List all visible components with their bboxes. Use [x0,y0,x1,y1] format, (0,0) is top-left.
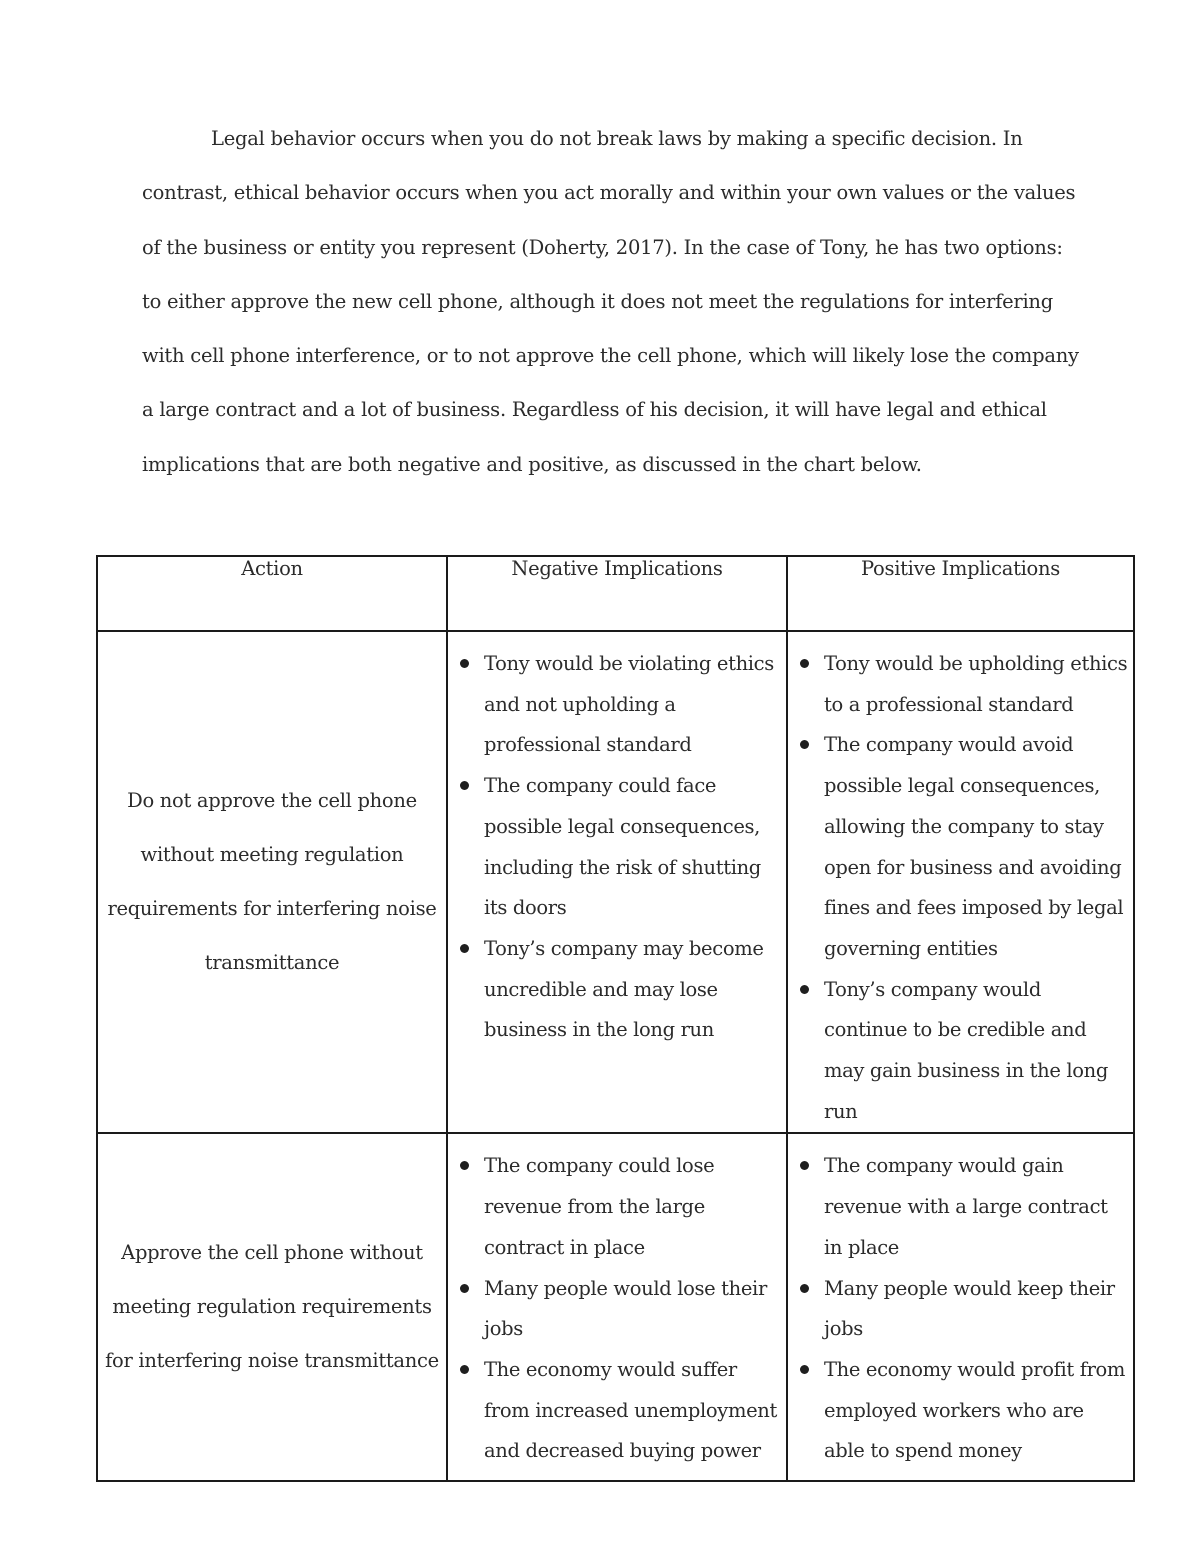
bullet-icon [800,1365,809,1374]
list-item-text: The company would gain revenue with a large contract in place [824,1154,1108,1259]
positive-implications-list [788,1134,1133,1472]
action-line: meeting regulation requirements [112,1295,432,1319]
list-item [484,644,782,766]
header-positive-implications: Positive Implications [787,556,1134,631]
intro-line: of the business or entity you represent (Doherty, 2017). In the case of Tony, he has two options: [142,235,1063,259]
action-line: transmittance [204,951,340,975]
action-line: for interfering noise transmittance [105,1349,439,1373]
list-item [484,766,782,929]
list-item [824,1146,1129,1268]
list-item-text: Many people would keep their jobs [824,1276,1115,1341]
list-item [824,725,1129,969]
action-cell [97,1133,447,1481]
intro-line: to either approve the new cell phone, although it does not meet the regulations for interfering [142,289,1053,313]
list-item [824,644,1129,725]
intro-paragraph [142,112,1079,492]
negative-implications-list [448,632,786,1051]
positive-implications-cell [787,1133,1134,1481]
positive-implications-list [788,632,1133,1132]
intro-line: contrast, ethical behavior occurs when you act morally and within your own values or the values [142,181,1076,205]
list-item-text: The economy would suffer from increased unemployment and decreased buying power [484,1357,778,1463]
header-negative-implications: Negative Implications [447,556,787,631]
intro-line: with cell phone interference, or to not approve the cell phone, which will likely lose the company [142,344,1079,368]
bullet-icon [800,740,809,749]
action-line: requirements for interfering noise [107,897,437,921]
list-item-text: Tony’s company may become uncredible and may lose business in the long run [484,936,764,1042]
intro-line: implications that are both negative and positive, as discussed in the chart below. [142,452,922,476]
list-item-text: The company would avoid possible legal consequences, allowing the company to stay open for business and avoiding fines and fees imposed by legal governing entities [824,733,1124,960]
header-action: Action [97,556,447,631]
intro-line: a large contract and a lot of business. Regardless of his decision, it will have legal and ethical [142,398,1047,422]
bullet-icon [460,1365,469,1374]
table-row [97,631,1134,1133]
action-line: without meeting regulation [140,843,404,867]
list-item [824,970,1129,1133]
list-item-text: The company could lose revenue from the large contract in place [484,1154,715,1259]
bullet-icon [460,1161,469,1170]
list-item-text: Many people would lose their jobs [484,1276,767,1341]
bullet-icon [800,1161,809,1170]
negative-implications-list [448,1134,786,1472]
list-item [484,1350,782,1472]
intro-line: Legal behavior occurs when you do not break laws by making a specific decision. In [211,127,1023,150]
list-item-text: The economy would profit from employed workers who are able to spend money [824,1357,1126,1463]
list-item-text: Tony would be upholding ethics to a professional standard [824,652,1128,716]
list-item [484,929,782,1051]
list-item [484,1269,782,1350]
bullet-icon [460,781,469,790]
negative-implications-cell [447,1133,787,1481]
bullet-icon [800,659,809,668]
table-row [97,1133,1134,1481]
bullet-icon [460,659,469,668]
action-cell [97,631,447,1133]
list-item [824,1350,1129,1472]
table-header-row [97,556,1134,631]
negative-implications-cell [447,631,787,1133]
implications-table [96,555,1135,1482]
action-line: Do not approve the cell phone [127,789,417,813]
list-item-text: Tony would be violating ethics and not upholding a professional standard [484,652,774,757]
bullet-icon [460,944,469,953]
action-line: Approve the cell phone without [121,1241,423,1265]
bullet-icon [800,1284,809,1293]
bullet-icon [460,1284,469,1293]
list-item [484,1146,782,1268]
list-item-text: Tony’s company would continue to be credible and may gain business in the long run [824,977,1109,1123]
positive-implications-cell [787,631,1134,1133]
bullet-icon [800,985,809,994]
list-item [824,1269,1129,1350]
list-item-text: The company could face possible legal consequences, including the risk of shutting its doors [484,774,761,920]
